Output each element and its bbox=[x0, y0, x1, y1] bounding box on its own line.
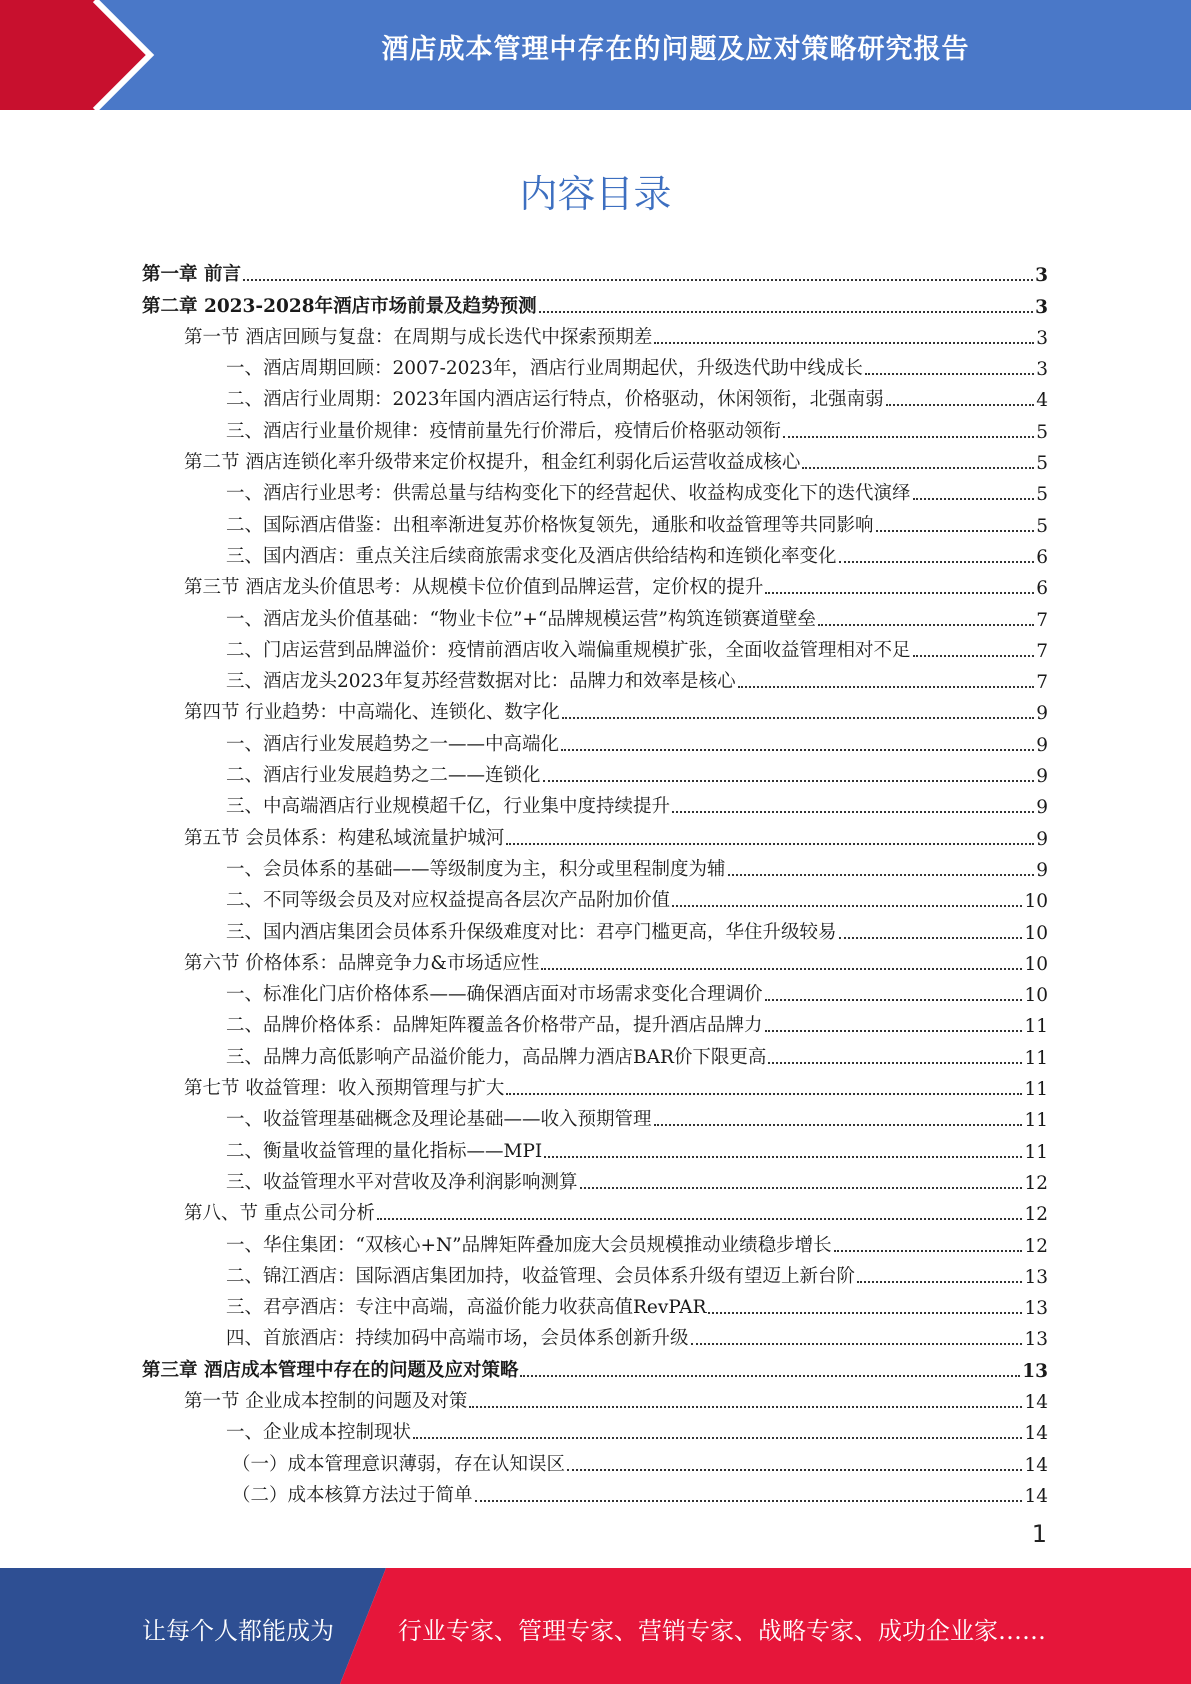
toc-entry[interactable] bbox=[142, 1444, 1048, 1475]
dot-leader bbox=[377, 1213, 1023, 1220]
toc-entry[interactable] bbox=[142, 1257, 1048, 1288]
dot-leader bbox=[839, 556, 1035, 563]
dot-leader bbox=[802, 462, 1034, 469]
toc-entry[interactable] bbox=[142, 443, 1048, 474]
toc-entry-title: 三、中高端酒店行业规模超千亿，行业集中度持续提升 bbox=[226, 796, 671, 818]
toc-entry-title: 一、酒店龙头价值基础：“物业卡位”+“品牌规模运营”构筑连锁赛道壁垒 bbox=[226, 608, 816, 630]
toc-entry-title: 第二节 酒店连锁化率升级带来定价权提升，租金红利弱化后运营收益成核心 bbox=[184, 452, 801, 474]
toc-entry[interactable] bbox=[142, 818, 1048, 849]
toc-entry-title: 二、门店运营到品牌溢价：疫情前酒店收入端偏重规模扩张，全面收益管理相对不足 bbox=[226, 639, 911, 661]
toc-entry-title: 第三节 酒店龙头价值思考：从规模卡位价值到品牌运营，定价权的提升 bbox=[184, 577, 764, 599]
toc-entry[interactable] bbox=[142, 1131, 1048, 1162]
dot-leader bbox=[413, 1432, 1022, 1439]
toc-entry[interactable] bbox=[142, 850, 1048, 881]
dot-leader bbox=[834, 1245, 1023, 1252]
footer-slogan-right: 行业专家、管理专家、营销专家、战略专家、成功企业家…… bbox=[398, 1617, 1046, 1645]
toc-entry[interactable] bbox=[142, 724, 1048, 755]
dot-leader bbox=[562, 712, 1034, 719]
dot-leader bbox=[765, 994, 1023, 1001]
toc-entry-title: 三、品牌力高低影响产品溢价能力，高品牌力酒店BAR价下限更高 bbox=[226, 1046, 767, 1068]
toc-entry-page: 12 bbox=[1024, 1172, 1048, 1194]
toc-entry-title: 第一节 企业成本控制的问题及对策 bbox=[184, 1390, 468, 1412]
dot-leader bbox=[857, 1276, 1022, 1283]
toc-entry-page: 3 bbox=[1035, 265, 1048, 287]
toc-entry-page: 11 bbox=[1024, 1047, 1048, 1069]
toc-entry-title: 二、酒店行业周期：2023年国内酒店运行特点，价格驱动，休闲领衔，北强南弱 bbox=[226, 389, 884, 411]
toc-entry-page: 9 bbox=[1036, 797, 1048, 819]
dot-leader bbox=[708, 1307, 1022, 1314]
toc-entry-page: 3 bbox=[1036, 327, 1048, 349]
dot-leader bbox=[506, 1088, 1022, 1095]
toc-entry[interactable] bbox=[142, 474, 1048, 505]
toc-entry-page: 11 bbox=[1024, 1079, 1048, 1101]
toc-entry[interactable] bbox=[142, 1069, 1048, 1100]
toc-entry-page: 12 bbox=[1024, 1235, 1048, 1257]
dot-leader bbox=[544, 1151, 1022, 1158]
dot-leader bbox=[783, 431, 1034, 438]
toc-entry-page: 11 bbox=[1024, 1016, 1048, 1038]
toc-heading: 内容目录 bbox=[519, 172, 672, 216]
toc-entry-page: 13 bbox=[1022, 1360, 1048, 1382]
dot-leader bbox=[865, 368, 1034, 375]
toc-entry-title: 一、华住集团：“双核心+N”品牌矩阵叠加庞大会员规模推动业绩稳步增长 bbox=[226, 1234, 832, 1256]
toc-entry-page: 9 bbox=[1036, 859, 1048, 881]
dot-leader bbox=[243, 274, 1033, 281]
toc-entry-title: 二、衡量收益管理的量化指标——MPI bbox=[226, 1140, 543, 1162]
toc-entry-page: 9 bbox=[1036, 766, 1048, 788]
toc-entry-page: 9 bbox=[1036, 703, 1048, 725]
dot-leader bbox=[506, 838, 1034, 845]
footer-slogan-left: 让每个人都能成为 bbox=[142, 1617, 334, 1645]
toc-entry-title: 一、企业成本控制现状 bbox=[226, 1422, 412, 1444]
dot-leader bbox=[768, 1057, 1022, 1064]
dot-leader bbox=[886, 399, 1035, 406]
toc-entry-page: 7 bbox=[1036, 672, 1048, 694]
toc-entry-title: 三、收益管理水平对营收及净利润影响测算 bbox=[226, 1171, 578, 1193]
dot-leader bbox=[567, 1464, 1022, 1471]
toc-entry[interactable] bbox=[142, 975, 1048, 1006]
toc-entry[interactable] bbox=[142, 1319, 1048, 1350]
toc-entry-page: 10 bbox=[1024, 891, 1048, 913]
toc-entry-page: 10 bbox=[1024, 953, 1048, 975]
toc-entry[interactable] bbox=[142, 1037, 1048, 1068]
toc-entry-title: 第一章 前言 bbox=[142, 264, 241, 286]
toc-entry[interactable] bbox=[142, 1194, 1048, 1225]
toc-entry-title: （一）成本管理意识薄弱，存在认知误区 bbox=[232, 1453, 566, 1475]
toc-entry-page: 9 bbox=[1036, 828, 1048, 850]
toc-entry[interactable] bbox=[142, 599, 1048, 630]
dot-leader bbox=[728, 869, 1035, 876]
toc-entry-title: 二、酒店行业发展趋势之二——连锁化 bbox=[226, 765, 541, 787]
toc-entry-title: 第六节 价格体系：品牌竞争力&市场适应性 bbox=[184, 952, 540, 974]
toc-entry-page: 10 bbox=[1024, 985, 1048, 1007]
dot-leader bbox=[765, 587, 1034, 594]
toc-entry-title: 二、国际酒店借鉴：出租率渐进复苏价格恢复领先，通胀和收益管理等共同影响 bbox=[226, 514, 874, 536]
toc-entry-page: 11 bbox=[1024, 1110, 1048, 1132]
page-number: 1 bbox=[1031, 1520, 1047, 1548]
toc-entry[interactable] bbox=[142, 631, 1048, 662]
toc-entry[interactable] bbox=[142, 944, 1048, 975]
toc-entry[interactable] bbox=[142, 662, 1048, 693]
toc-entry[interactable] bbox=[142, 411, 1048, 442]
toc-entry[interactable] bbox=[142, 318, 1048, 349]
toc-entry[interactable] bbox=[142, 537, 1048, 568]
toc-entry[interactable] bbox=[142, 881, 1048, 912]
dot-leader bbox=[520, 1370, 1020, 1377]
toc-entry-page: 13 bbox=[1024, 1298, 1048, 1320]
toc-entry[interactable] bbox=[142, 1163, 1048, 1194]
toc-entry-title: 三、国内酒店集团会员体系升保级难度对比：君亭门槛更高，华住升级较易 bbox=[226, 921, 837, 943]
toc-entry-title: 第二章 2023-2028年酒店市场前景及趋势预测 bbox=[142, 295, 537, 317]
toc-entry-title: 一、酒店周期回顾：2007-2023年，酒店行业周期起伏，升级迭代助中线成长 bbox=[226, 358, 863, 380]
toc-entry[interactable] bbox=[142, 1476, 1048, 1507]
toc-entry[interactable] bbox=[142, 1413, 1048, 1444]
toc-entry[interactable] bbox=[142, 756, 1048, 787]
toc-entry-title: 二、不同等级会员及对应权益提高各层次产品附加价值 bbox=[226, 890, 671, 912]
dot-leader bbox=[765, 1025, 1023, 1032]
toc-entry-page: 14 bbox=[1024, 1391, 1048, 1413]
toc-entry[interactable] bbox=[142, 1100, 1048, 1131]
toc-entry-title: 第八、节 重点公司分析 bbox=[184, 1203, 375, 1225]
toc-entry-page: 5 bbox=[1036, 421, 1048, 443]
toc-entry-page: 7 bbox=[1036, 640, 1048, 662]
toc-entry-title: 四、首旅酒店：持续加码中高端市场，会员体系创新升级 bbox=[226, 1328, 689, 1350]
toc-entry-title: 第四节 行业趋势：中高端化、连锁化、数字化 bbox=[184, 702, 560, 724]
toc-entry[interactable] bbox=[142, 1225, 1048, 1256]
toc-entry-page: 3 bbox=[1035, 296, 1048, 318]
dot-leader bbox=[691, 1338, 1023, 1345]
toc-entry-page: 5 bbox=[1036, 484, 1048, 506]
toc-entry[interactable] bbox=[142, 693, 1048, 724]
dot-leader bbox=[839, 932, 1023, 939]
dot-leader bbox=[738, 681, 1035, 688]
dot-leader bbox=[672, 900, 1022, 907]
toc-entry-title: 第七节 收益管理：收入预期管理与扩大 bbox=[184, 1078, 505, 1100]
toc-entry-title: 三、酒店行业量价规律：疫情前量先行价滞后，疫情后价格驱动领衔 bbox=[226, 420, 782, 442]
dot-leader bbox=[539, 306, 1034, 313]
toc-entry-page: 3 bbox=[1036, 359, 1048, 381]
toc-entry-page: 7 bbox=[1036, 609, 1048, 631]
dot-leader bbox=[818, 619, 1034, 626]
toc-entry-page: 6 bbox=[1036, 546, 1048, 568]
table-of-contents bbox=[142, 255, 1048, 1507]
toc-entry-title: 三、君亭酒店：专注中高端，高溢价能力收获高值RevPAR bbox=[226, 1297, 707, 1319]
toc-entry-title: 一、标准化门店价格体系——确保酒店面对市场需求变化合理调价 bbox=[226, 984, 763, 1006]
dot-leader bbox=[913, 650, 1035, 657]
toc-entry[interactable] bbox=[142, 286, 1048, 317]
toc-entry-title: 第五节 会员体系：构建私域流量护城河 bbox=[184, 827, 505, 849]
toc-entry[interactable] bbox=[142, 349, 1048, 380]
toc-entry[interactable] bbox=[142, 1288, 1048, 1319]
toc-entry-page: 10 bbox=[1024, 922, 1048, 944]
toc-entry-title: 一、收益管理基础概念及理论基础——收入预期管理 bbox=[226, 1109, 652, 1131]
toc-entry-title: 第三章 酒店成本管理中存在的问题及应对策略 bbox=[142, 1359, 519, 1381]
dot-leader bbox=[654, 337, 1034, 344]
toc-entry-page: 14 bbox=[1024, 1423, 1048, 1445]
header-banner bbox=[0, 0, 1191, 110]
toc-entry-title: 三、酒店龙头2023年复苏经营数据对比：品牌力和效率是核心 bbox=[226, 671, 736, 693]
toc-entry-page: 9 bbox=[1036, 734, 1048, 756]
toc-entry-page: 12 bbox=[1024, 1204, 1048, 1226]
toc-entry[interactable] bbox=[142, 1006, 1048, 1037]
toc-entry[interactable] bbox=[142, 787, 1048, 818]
dot-leader bbox=[913, 493, 1035, 500]
toc-entry-page: 14 bbox=[1024, 1485, 1048, 1507]
toc-entry-page: 5 bbox=[1036, 515, 1048, 537]
toc-entry-page: 6 bbox=[1036, 578, 1048, 600]
toc-entry[interactable] bbox=[142, 912, 1048, 943]
toc-entry[interactable] bbox=[142, 1350, 1048, 1381]
dot-leader bbox=[580, 1182, 1023, 1189]
dot-leader bbox=[469, 1401, 1022, 1408]
dot-leader bbox=[876, 525, 1035, 532]
toc-entry-title: 二、锦江酒店：国际酒店集团加持，收益管理、会员体系升级有望迈上新台阶 bbox=[226, 1265, 856, 1287]
toc-entry[interactable] bbox=[142, 380, 1048, 411]
toc-entry-title: 一、酒店行业思考：供需总量与结构变化下的经营起伏、收益构成变化下的迭代演绎 bbox=[226, 483, 911, 505]
dot-leader bbox=[654, 1119, 1023, 1126]
toc-entry-title: 二、品牌价格体系：品牌矩阵覆盖各价格带产品，提升酒店品牌力 bbox=[226, 1015, 763, 1037]
dot-leader bbox=[543, 775, 1035, 782]
toc-entry-page: 11 bbox=[1024, 1141, 1048, 1163]
toc-entry[interactable] bbox=[142, 505, 1048, 536]
toc-entry-title: 一、酒店行业发展趋势之一——中高端化 bbox=[226, 733, 560, 755]
toc-entry-page: 13 bbox=[1024, 1266, 1048, 1288]
toc-entry-title: 第一节 酒店回顾与复盘：在周期与成长迭代中探索预期差 bbox=[184, 326, 653, 348]
dot-leader bbox=[475, 1495, 1023, 1502]
dot-leader bbox=[561, 744, 1034, 751]
toc-entry[interactable] bbox=[142, 255, 1048, 286]
toc-entry-title: （二）成本核算方法过于简单 bbox=[232, 1484, 473, 1506]
toc-entry[interactable] bbox=[142, 1382, 1048, 1413]
dot-leader bbox=[541, 963, 1022, 970]
dot-leader bbox=[672, 806, 1034, 813]
toc-entry-title: 三、国内酒店：重点关注后续商旅需求变化及酒店供给结构和连锁化率变化 bbox=[226, 545, 837, 567]
toc-entry-page: 13 bbox=[1024, 1329, 1048, 1351]
toc-entry-page: 5 bbox=[1036, 453, 1048, 475]
toc-entry-title: 一、会员体系的基础——等级制度为主，积分或里程制度为辅 bbox=[226, 858, 726, 880]
toc-entry-page: 14 bbox=[1024, 1454, 1048, 1476]
report-title: 酒店成本管理中存在的问题及应对策略研究报告 bbox=[381, 34, 970, 65]
toc-entry-page: 4 bbox=[1036, 390, 1048, 412]
footer-banner bbox=[0, 1568, 1191, 1684]
toc-entry[interactable] bbox=[142, 568, 1048, 599]
